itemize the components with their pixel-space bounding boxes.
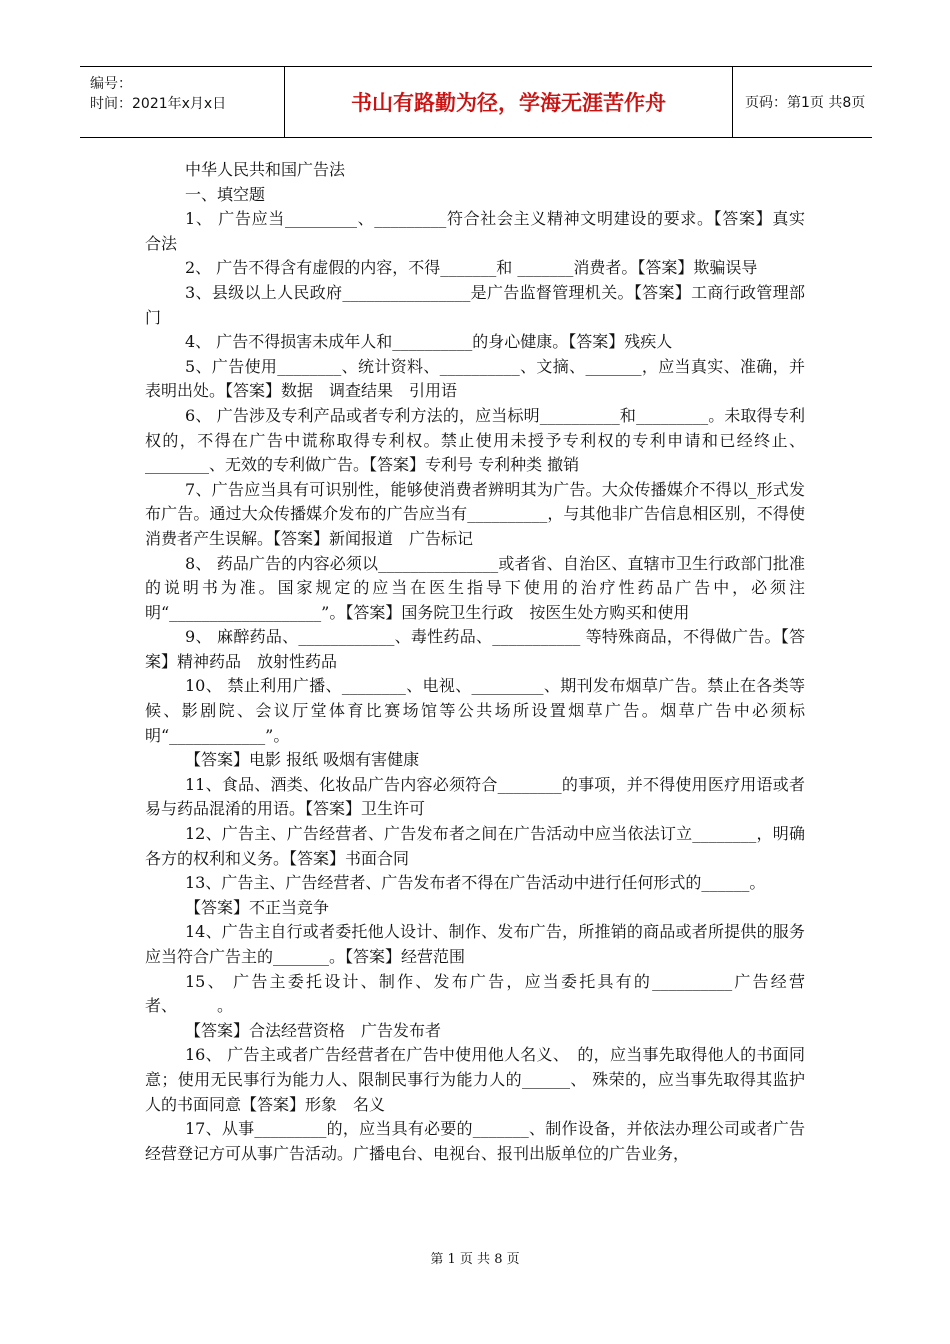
motto: 书山有路勤为径，学海无涯苦作舟 — [285, 67, 733, 137]
doc-title: 中华人民共和国广告法 — [185, 160, 346, 179]
paragraph: 10、 禁止利用广播、________、电视、_________、期刊发布烟草广告。禁止在各类等候、影剧院、会议厅堂体育比赛场馆等公共场所设置烟草广告。烟草广告中必须标明“____________”。 — [145, 676, 805, 745]
paragraph: 14、广告主自行或者委托他人设计、制作、发布广告，所推销的商品或者所提供的服务应当符合广告主的_______。【答案】经营范围 — [145, 922, 805, 966]
number-label: 编号： — [90, 76, 132, 92]
header-table — [80, 66, 872, 138]
header-meta-cell — [80, 67, 285, 137]
section-heading: 一、填空题 — [185, 184, 266, 204]
paragraph: 1、 广告应当_________、_________符合社会主义精神文明建设的要求。【答案】真实 合法 — [145, 209, 822, 253]
paragraph: 17、从事_________的，应当具有必要的_______、制作设备，并依法办理公司或者广告经营登记方可从事广告活动。广播电台、电视台、报刊出版单位的广告业务， — [145, 1119, 805, 1163]
answer-line: 【答案】合法经营资格 广告发布者 — [185, 1020, 442, 1040]
answer-line: 【答案】不正当竞争 — [185, 897, 330, 917]
paragraph: 16、 广告主或者广告经营者在广告中使用他人名义、 的，应当事先取得他人的书面同意；使用无民事行为能力人、限制民事行为能力人的______、 殊荣的，应当事先取得其监护人的书面同意【答案】形象 名义 — [145, 1045, 805, 1114]
paragraph: 11、食品、酒类、化妆品广告内容必须符合________的事项，并不得使用医疗用语或者易与药品混淆的用语。【答案】卫生许可 — [145, 774, 805, 819]
paragraph: 8、 药品广告的内容必须以_______________或者省、自治区、直辖市卫生行政部门批准的说明书为准。国家规定的应当在医生指导下使用的治疗性药品广告中，必须注明“___________________”。【答案】国务院卫生行政 按医生处方购买和使用 — [145, 553, 805, 622]
time-label: 时间：2021年x月x日 — [90, 96, 227, 112]
paragraph: 2、 广告不得含有虚假的内容，不得_______和 _______消费者。【答案】欺骗误导 — [185, 258, 758, 278]
paragraph: 12、广告主、广告经营者、广告发布者之间在广告活动中应当依法订立________，明确各方的权利和义务。【答案】书面合同 — [145, 824, 805, 868]
page-info: 页码：第1页 共8页 — [745, 95, 866, 111]
paragraph: 7、广告应当具有可识别性，能够使消费者辨明其为广告。大众传播媒介不得以_形式发布广告。通过大众传播媒介发布的广告应当有__________，与其他非广告信息相区别，不得使消费者产生误解。【答案】新闻报道 广告标记 — [145, 479, 805, 548]
page-footer: 第 1 页 共 8 页 — [430, 1252, 520, 1267]
paragraph: 6、 广告涉及专利产品或者专利方法的，应当标明__________和_________。未取得专利权的，不得在广告中谎称取得专利权。禁止使用未授予专利权的专利申请和已经终止、________、无效的专利做广告。【答案】专利号 专利种类 撤销 — [145, 405, 805, 475]
paragraph: 4、 广告不得损害未成年人和__________的身心健康。【答案】残疾人 — [185, 332, 673, 352]
paragraph: 15、 广告主委托设计、制作、发布广告，应当委托具有的__________广告经营者、 。 — [145, 971, 805, 1016]
paragraph: 9、 麻醉药品、____________、毒性药品、___________ 等特殊商品，不得做广告。【答案】精神药品 放射性药品 — [145, 627, 805, 671]
paragraph: 5、广告使用________、统计资料、__________、文摘、_______，应当真实、准确，并表明出处。【答案】数据 调查结果 引用语 — [145, 356, 805, 401]
paragraph: 3、县级以上人民政府________________是广告监督管理机关。【答案】工商行政管理部门 — [145, 282, 805, 327]
document-body — [145, 158, 822, 1166]
paragraph: 13、广告主、广告经营者、广告发布者不得在广告活动中进行任何形式的______。 — [185, 873, 766, 893]
answer-line: 【答案】电影 报纸 吸烟有害健康 — [185, 750, 420, 770]
